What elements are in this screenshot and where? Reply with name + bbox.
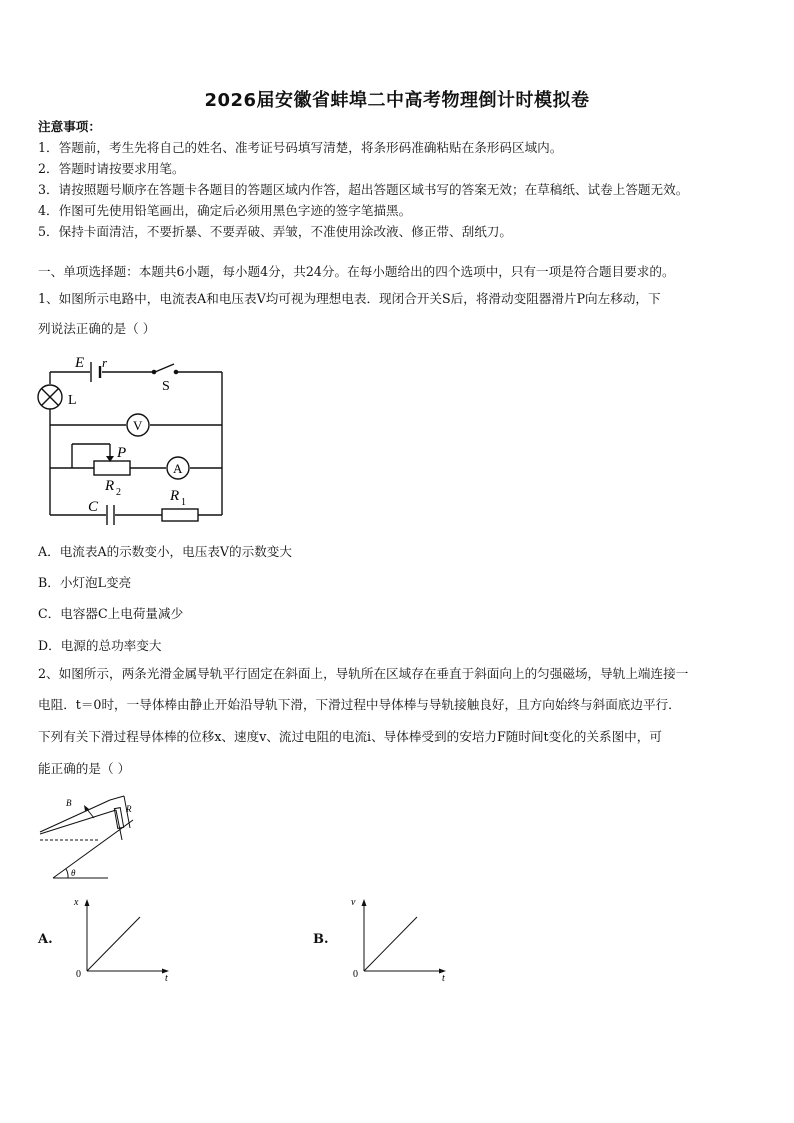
q1-stem-line-1: 1、如图所示电路中，电流表A和电压表V均可视为理想电表．现闭合开关S后，将滑动变阻器滑片P向左移动，下 — [38, 291, 661, 306]
q2-stem-line-1: 2、如图所示，两条光滑金属导轨平行固定在斜面上，导轨所在区域存在垂直于斜面向上的匀强磁场，导轨上端连接一 — [38, 666, 689, 681]
q1-option-b: B．小灯泡L变亮 — [38, 575, 132, 590]
q2-stem-line-2: 电阻．t＝0时，一导体棒由静止开始沿导轨下滑，下滑过程中导体棒与导轨接触良好，且方向始终与斜面底边平行． — [38, 697, 681, 712]
notice-heading: 注意事项： — [38, 119, 101, 134]
notice-item-3: 3．请按照题号顺序在答题卡各题目的答题区域内作答，超出答题区域书写的答案无效；在草稿纸、试卷上答题无效。 — [38, 182, 689, 197]
slider-label: P — [117, 445, 127, 461]
voltmeter-label: V — [133, 418, 143, 433]
q1-circuit-diagram — [30, 350, 240, 530]
resistor-label: R — [126, 804, 132, 814]
graph-a-origin: 0 — [76, 969, 81, 980]
q2-stem-line-4: 能正确的是（ ） — [38, 761, 131, 776]
notice-item-4: 4．作图可先使用铅笔画出，确定后必须用黑色字迹的签字笔描黑。 — [38, 203, 412, 218]
notice-item-1: 1．答题前，考生先将自己的姓名、准考证号码填写清楚，将条形码准确粘贴在条形码区域内。 — [38, 140, 563, 155]
q2-stem-line-3: 下列有关下滑过程导体棒的位移x、速度v、流过电阻的电流i、导体棒受到的安培力F随时间t变化的关系图中，可 — [38, 729, 662, 744]
ammeter-label: A — [173, 461, 183, 476]
graph-b-x-axis: t — [442, 973, 445, 983]
notice-item-5: 5．保持卡面清洁，不要折暴、不要弄破、弄皱，不准使用涂改液、修正带、刮纸刀。 — [38, 224, 512, 239]
q2-incline-figure — [38, 792, 148, 884]
capacitor-label: C — [88, 499, 99, 515]
r2-label: R — [105, 478, 115, 494]
graph-b-origin: 0 — [353, 969, 358, 980]
q1-option-c: C．电容器C上电荷量减少 — [38, 606, 184, 621]
q1-option-a: A．电流表A的示数变小，电压表V的示数变大 — [38, 544, 292, 559]
switch-label: S — [162, 379, 170, 394]
r1-label: R — [170, 488, 180, 504]
notice-item-2: 2．答题时请按要求用笔。 — [38, 161, 185, 176]
internal-resistance-label: r — [102, 355, 108, 370]
q2-option-a-label: A. — [38, 932, 53, 947]
q2-option-b-label: B. — [313, 932, 329, 947]
q1-option-d: D．电源的总功率变大 — [38, 638, 162, 653]
graph-b-y-axis: v — [351, 897, 356, 908]
graph-a-x-axis: t — [165, 973, 168, 983]
q2-graph-b — [347, 893, 457, 983]
section-heading: 一、单项选择题：本题共6小题，每小题4分，共24分。在每小题给出的四个选项中，只有一项是符合题目要求的。 — [38, 264, 675, 279]
lamp-label: L — [68, 393, 77, 408]
emf-label: E — [75, 355, 85, 371]
r2-subscript: 2 — [116, 487, 121, 498]
field-label: B — [66, 798, 72, 808]
graph-a-y-axis: x — [74, 897, 79, 908]
angle-label: θ — [71, 868, 76, 878]
q2-graph-a — [70, 893, 180, 983]
q1-stem-line-2: 列说法正确的是（ ） — [38, 321, 156, 336]
r1-subscript: 1 — [181, 497, 186, 508]
paper-title: 2026届安徽省蚌埠二中高考物理倒计时模拟卷 — [204, 90, 590, 111]
